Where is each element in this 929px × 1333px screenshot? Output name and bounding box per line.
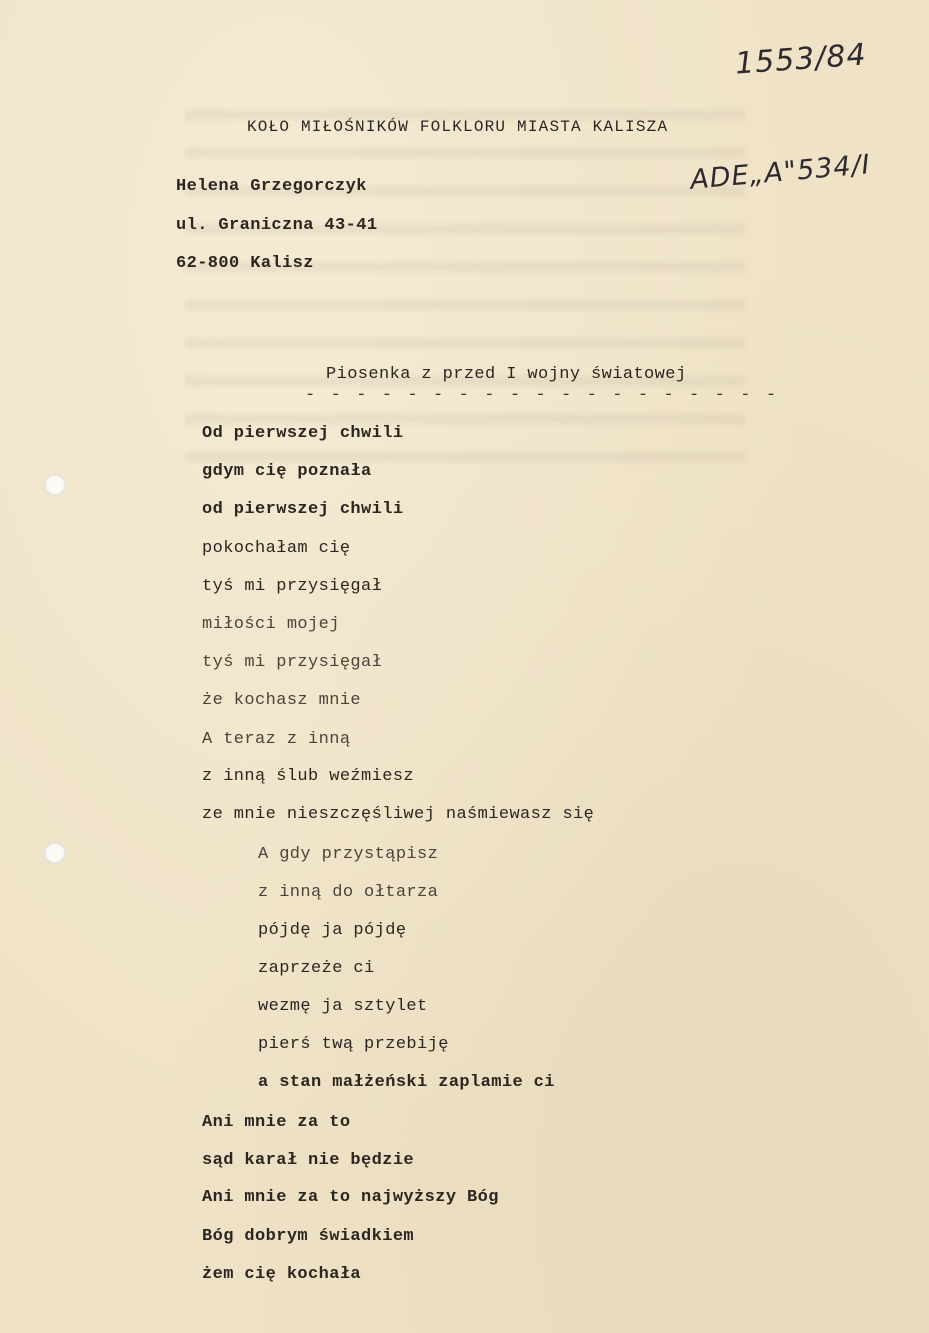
sender-name: Helena Grzegorczyk — [176, 177, 367, 196]
song-line: tyś mi przysięgał — [202, 577, 383, 596]
handwritten-archive-signature: ADE„A"534/I — [688, 149, 872, 196]
song-title-underline: - - - - - - - - - - - - - - - - - - - — [305, 386, 779, 405]
song-line-indented: zaprzeże ci — [258, 959, 375, 978]
song-line: Od pierwszej chwili — [202, 424, 404, 443]
song-line: Ani mnie za to najwyższy Bóg — [202, 1188, 499, 1207]
organization-header: KOŁO MIŁOŚNIKÓW FOLKLORU MIASTA KALISZA — [247, 118, 669, 136]
song-line: Ani mnie za to — [202, 1113, 351, 1132]
punch-hole-top — [44, 474, 66, 496]
song-line: A teraz z inną — [202, 730, 351, 749]
sender-city: 62-800 Kalisz — [176, 254, 314, 273]
show-through-bleed — [185, 110, 745, 470]
song-line: sąd karał nie będzie — [202, 1151, 415, 1170]
song-line: pokochałam cię — [202, 539, 351, 558]
song-line-indented: a stan małżeński zaplamie ci — [258, 1073, 555, 1092]
song-line: miłości mojej — [202, 615, 340, 634]
song-line: że kochasz mnie — [202, 691, 362, 710]
song-line: od pierwszej chwili — [202, 500, 404, 519]
song-line-indented: wezmę ja sztylet — [258, 997, 428, 1016]
song-line: tyś mi przysięgał — [202, 653, 383, 672]
song-title: Piosenka z przed I wojny światowej — [326, 365, 687, 384]
song-line-indented: pierś twą przebiję — [258, 1035, 449, 1054]
song-line: gdym cię poznała — [202, 462, 372, 481]
song-line-indented: pójdę ja pójdę — [258, 921, 407, 940]
song-line: Bóg dobrym świadkiem — [202, 1227, 415, 1246]
handwritten-reference-number: 1553/84 — [733, 37, 868, 82]
song-line: żem cię kochała — [202, 1265, 362, 1284]
song-line-indented: z inną do ołtarza — [258, 883, 439, 902]
punch-hole-bottom — [44, 842, 66, 864]
song-line: ze mnie nieszczęśliwej naśmiewasz się — [202, 805, 595, 824]
sender-street: ul. Graniczna 43-41 — [176, 216, 378, 235]
song-line: z inną ślub weźmiesz — [202, 767, 415, 786]
song-line-indented: A gdy przystąpisz — [258, 845, 439, 864]
